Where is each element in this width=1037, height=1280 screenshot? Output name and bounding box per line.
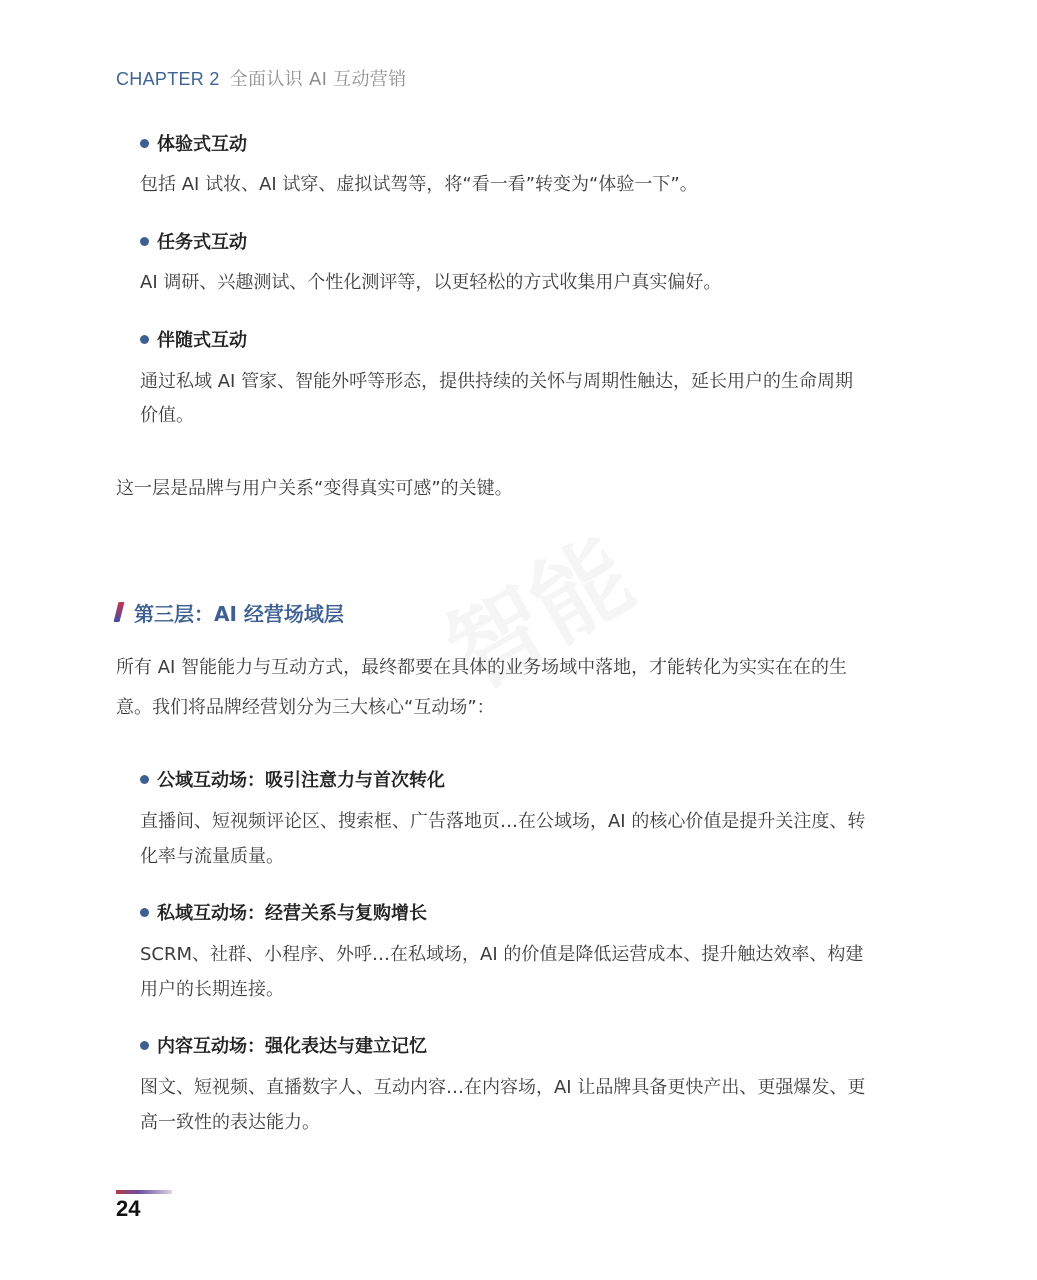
- chapter-title: 全面认识 AI 互动营销: [229, 69, 407, 90]
- section-intro-line2: 意。我们将品牌经营划分为三大核心“互动场”：: [116, 697, 495, 718]
- chapter-header: [116, 64, 406, 95]
- field-text-public-line2: 化率与流量质量。: [140, 846, 284, 867]
- section-title: 第三层：AI 经营场域层: [134, 601, 344, 626]
- field-text-public-line1: 直播间、短视频评论区、搜索框、广告落地页…在公域场，AI 的核心价值是提升关注度、转: [140, 811, 866, 832]
- page-number: 24: [116, 1196, 141, 1221]
- bullet-title-experience: 体验式互动: [140, 130, 247, 160]
- field-text-content-line2: 高一致性的表达能力。: [140, 1112, 320, 1133]
- chapter-number: CHAPTER 2: [116, 69, 220, 89]
- bullet-dot-icon: [140, 908, 149, 917]
- section-marker-icon: [114, 602, 125, 622]
- bullet-title-task: 任务式互动: [140, 228, 247, 258]
- section-heading: [116, 596, 344, 628]
- field-text-content-line1: 图文、短视频、直播数字人、互动内容…在内容场，AI 让品牌具备更快产出、更强爆发、更: [140, 1077, 866, 1098]
- bullet-title-companion: 伴随式互动: [140, 326, 247, 356]
- section-intro-line1: 所有 AI 智能能力与互动方式，最终都要在具体的业务场域中落地，才能转化为实实在在的生: [116, 657, 848, 678]
- field-title-private: 私域互动场：经营关系与复购增长: [140, 899, 427, 929]
- bullet-text-companion-line2: 价值。: [140, 405, 194, 426]
- bullet-dot-icon: [140, 139, 149, 148]
- bullet-dot-icon: [140, 237, 149, 246]
- bullet-text-task: AI 调研、兴趣测试、个性化测评等，以更轻松的方式收集用户真实偏好。: [140, 272, 722, 293]
- bullet-text-companion-line1: 通过私域 AI 管家、智能外呼等形态，提供持续的关怀与周期性触达，延长用户的生命周期: [140, 371, 854, 392]
- bullet-dot-icon: [140, 775, 149, 784]
- bullet-text-experience: 包括 AI 试妆、AI 试穿、虚拟试驾等，将“看一看”转变为“体验一下”。: [140, 174, 698, 195]
- bullet-dot-icon: [140, 1041, 149, 1050]
- bullet-dot-icon: [140, 335, 149, 344]
- summary-paragraph: 这一层是品牌与用户关系“变得真实可感”的关键。: [116, 478, 513, 499]
- field-title-content: 内容互动场：强化表达与建立记忆: [140, 1032, 427, 1062]
- field-title-public: 公域互动场：吸引注意力与首次转化: [140, 766, 445, 796]
- field-text-private-line1: SCRM、社群、小程序、外呼…在私域场，AI 的价值是降低运营成本、提升触达效率、构建: [140, 944, 864, 965]
- field-text-private-line2: 用户的长期连接。: [140, 979, 284, 1000]
